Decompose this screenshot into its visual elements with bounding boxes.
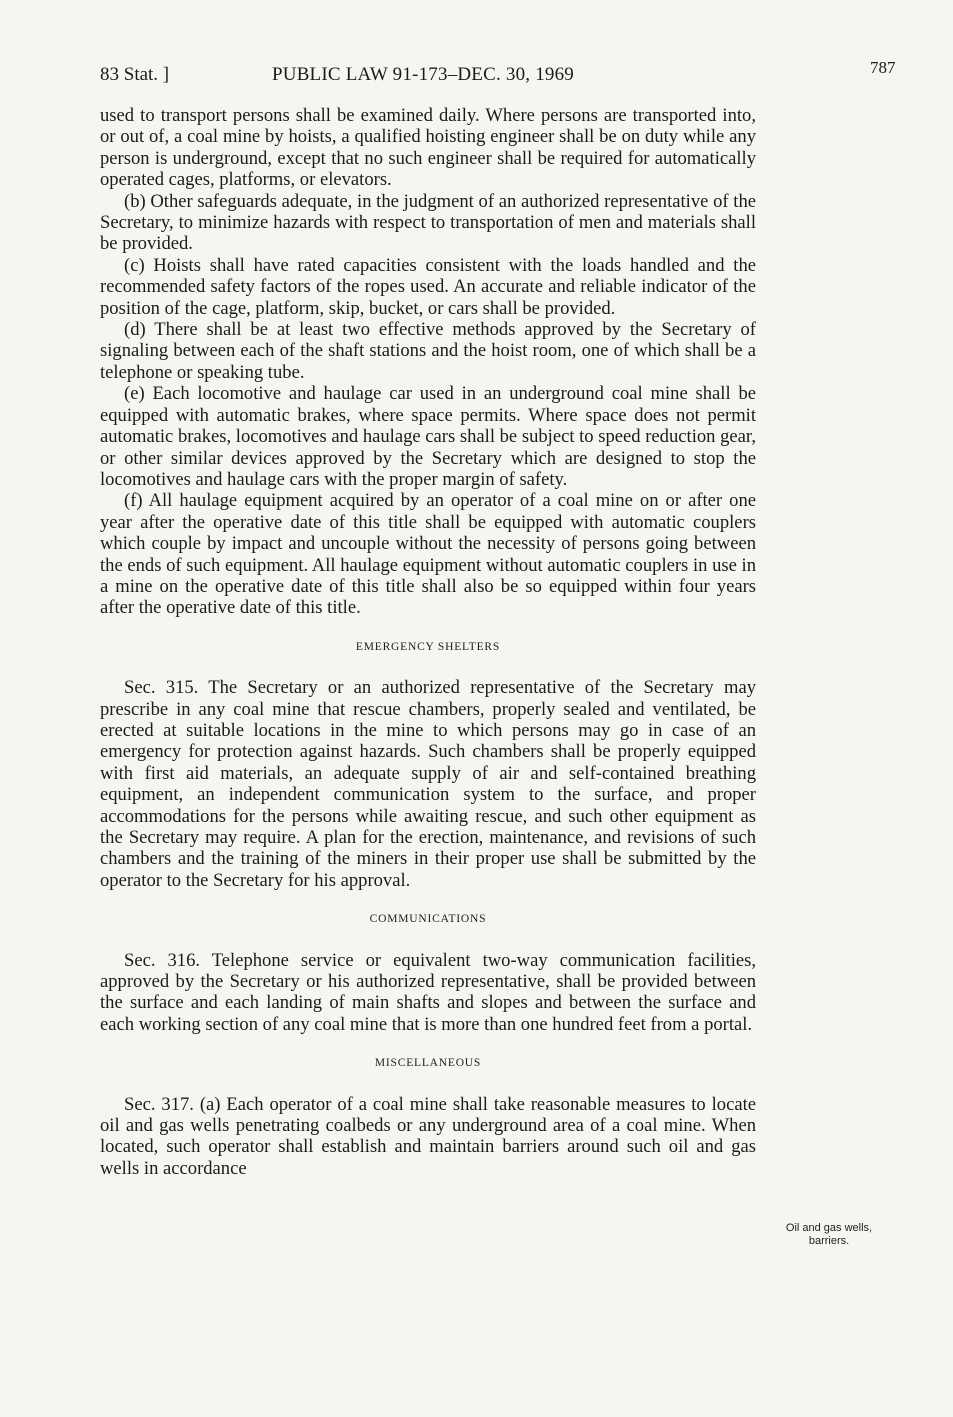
page-number: 787 [870, 58, 896, 77]
section-315-text: Sec. 315. The Secretary or an authorized representative of the Secretary may prescribe in any coal mine that rescue chambers, properly sealed and ventilated, be erected at suitable locations in the mine to which persons may go in case of an emergency for protection against hazards. Such chambers shall be properly equipped with first aid materials, an adequate supply of air and self-contained breathing equipment, an independent communication system to the surface, and proper accommodations for the persons while awaiting rescue, and such other equipment as the Secretary may require. A plan for the erection, maintenance, and revisions of such chambers and the training of the miners in their proper use shall be submitted by the operator to the Secretary for his approval. [100, 677, 756, 891]
volume-citation: 83 Stat. ] [100, 64, 170, 85]
paragraph-c: (c) Hoists shall have rated capacities consistent with the loads handled and the recommended safety factors of the ropes used. An accurate and reliable indicator of the position of the cage, platform, skip, bucket, or cars shall be provided. [100, 254, 756, 319]
margin-note-oil-gas: Oil and gas wells, barriers. [785, 1222, 873, 1247]
paragraph-f: (f) All haulage equipment acquired by an operator of a coal mine on or after one year after the operative date of this title shall be equipped with automatic couplers which couple by impact and uncouple without the necessity of persons going between the ends of such equipment. All haulage equipment without automatic couplers in use in a mine on the operative date of this title shall also be so equipped within four years after the operative date of this title. [100, 490, 756, 619]
section-317-text: Sec. 317. (a) Each operator of a coal mine shall take reasonable measures to locate oil and gas wells penetrating coalbeds or any underground area of a coal mine. When located, such operator shall establish and maintain barriers around such oil and gas wells in accordance [100, 1093, 756, 1179]
page-header [100, 58, 896, 88]
paragraph-d: (d) There shall be at least two effective methods approved by the Secretary of signaling between each of the shaft stations and the hoist room, one of which shall be a telephone or speaking tube. [100, 319, 756, 383]
paragraph-e: (e) Each locomotive and haulage car used in an underground coal mine shall be equipped with automatic brakes, where space permits. Where space does not permit automatic brakes, locomotives and haulage cars shall be subject to speed reduction gear, or other similar devices approved by the Secretary which are designed to stop the locomotives and haulage cars with the proper margin of safety. [100, 383, 757, 490]
main-text [100, 105, 756, 1179]
section-heading-emergency-shelters: EMERGENCY SHELTERS [355, 640, 501, 653]
running-title: PUBLIC LAW 91-173–DEC. 30, 1969 [272, 64, 574, 85]
paragraph-continued: used to transport persons shall be examined daily. Where persons are transported into, or out of, a coal mine by hoists, a qualified hoisting engineer shall be on duty while any person is underground, except that no such engineer shall be required for automatically operated cages, platforms, or elevators. [100, 105, 756, 191]
section-heading-miscellaneous: MISCELLANEOUS [374, 1057, 482, 1070]
section-heading-communications: COMMUNICATIONS [369, 913, 487, 926]
section-316-text: Sec. 316. Telephone service or equivalent two-way communication facilities, approved by the Secretary or his authorized representative, shall be provided between the surface and each landing of main shafts and slopes and between the surface and each working section of any coal mine that is more than one hundred feet from a portal. [100, 949, 756, 1035]
paragraph-b: (b) Other safeguards adequate, in the judgment of an authorized representative of the Secretary, to minimize hazards with respect to transportation of men and materials shall be provided. [100, 190, 756, 255]
